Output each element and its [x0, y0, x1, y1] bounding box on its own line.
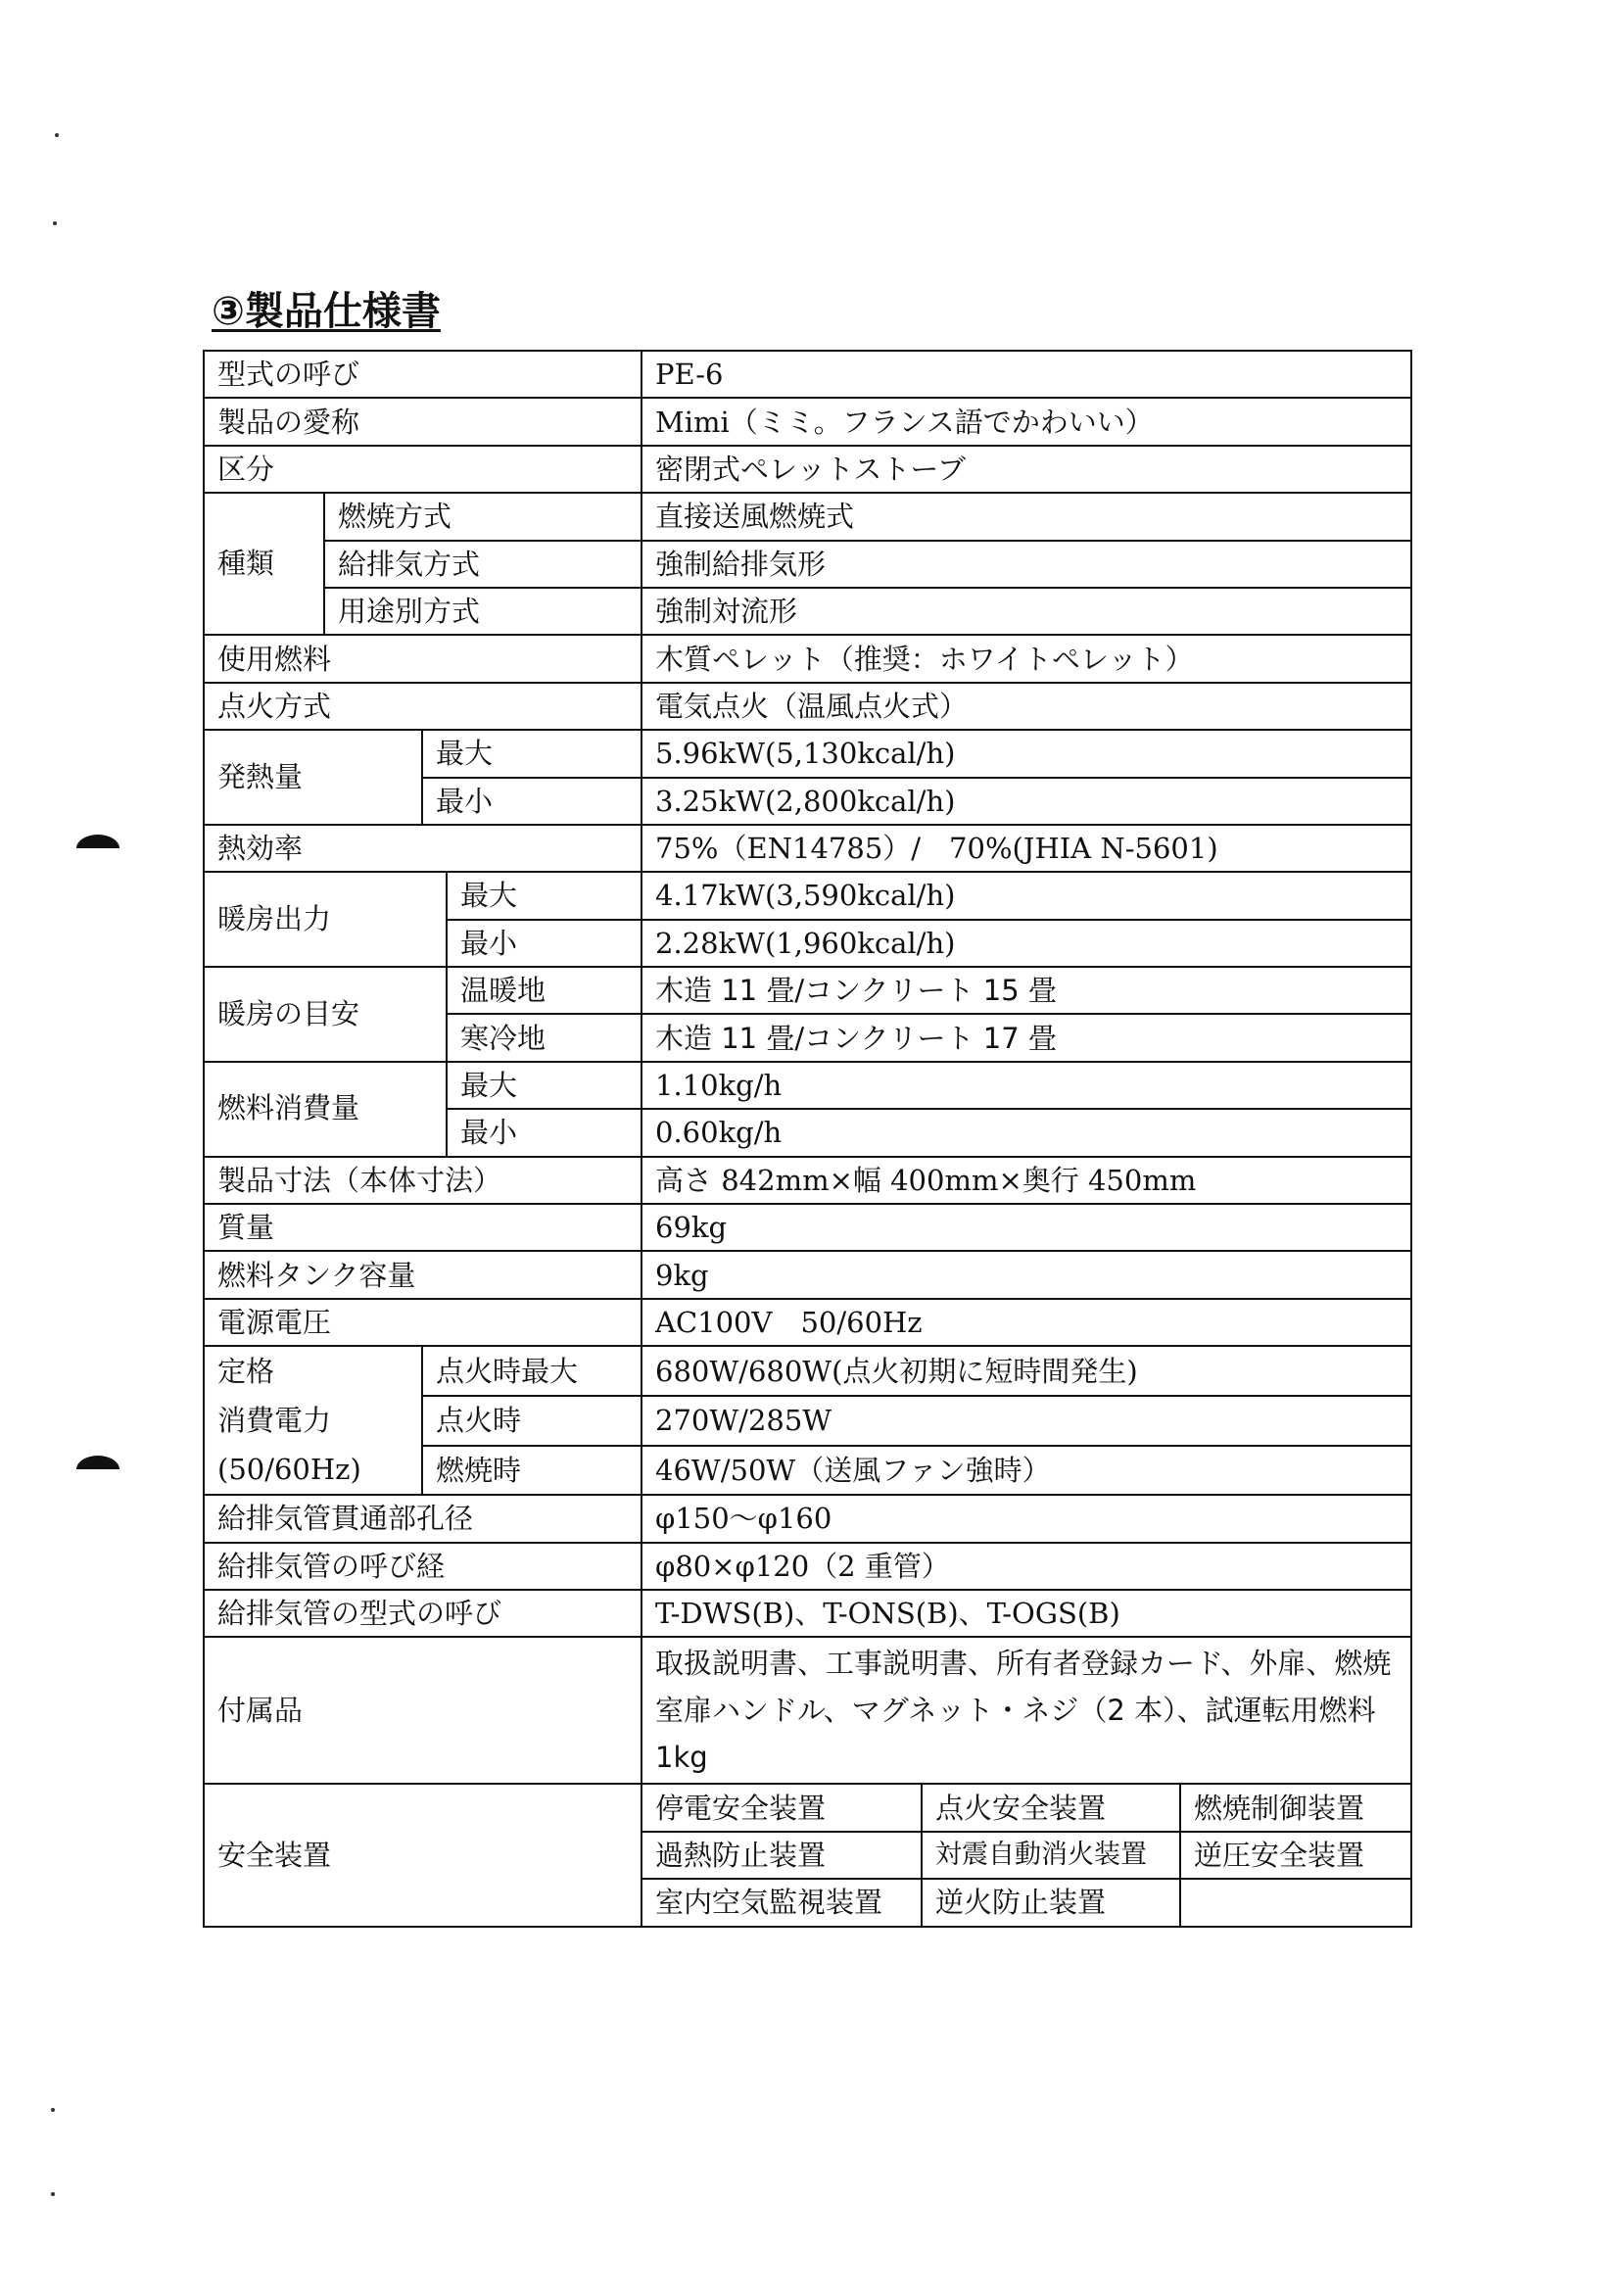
- type-usage-label: 用途別方式: [324, 588, 642, 635]
- row-type-combustion: [204, 493, 1411, 540]
- safety-device: 逆圧安全装置: [1180, 1832, 1411, 1879]
- row-weight: [204, 1204, 1411, 1251]
- document-title: ③製品仕様書: [212, 289, 441, 334]
- scan-speck: [51, 2108, 55, 2112]
- heat-output-label: 発熱量: [204, 730, 422, 825]
- heat-output-min-label: 最小: [422, 778, 642, 825]
- heating-guide-warm-value: 木造 11 畳/コンクリート 15 畳: [642, 967, 1411, 1014]
- binder-hole-mark: [76, 835, 119, 848]
- rated-power-ignition-value: 270W/285W: [642, 1396, 1411, 1446]
- efficiency-label: 熱効率: [204, 825, 642, 872]
- scan-speck: [51, 2192, 55, 2196]
- rated-power-burning-label: 燃焼時: [422, 1446, 642, 1496]
- row-heating-output-max: [204, 872, 1411, 919]
- heating-output-min-label: 最小: [447, 920, 642, 967]
- heat-output-max-value: 5.96kW(5,130kcal/h): [642, 730, 1411, 777]
- tank-label: 燃料タンク容量: [204, 1251, 642, 1298]
- type-combustion-value: 直接送風燃焼式: [642, 493, 1411, 540]
- safety-device: 停電安全装置: [642, 1784, 922, 1831]
- tank-value: 9kg: [642, 1251, 1411, 1298]
- row-rated-power-peak: [204, 1346, 1411, 1396]
- category-value: 密閉式ペレットストーブ: [642, 446, 1411, 493]
- power-supply-label: 電源電圧: [204, 1299, 642, 1346]
- heating-output-max-label: 最大: [447, 872, 642, 919]
- safety-device-empty: [1180, 1879, 1411, 1926]
- accessories-value: 取扱説明書、工事説明書、所有者登録カード、外扉、燃焼室扉ハンドル、マグネット・ネジ（2 本）、試運転用燃料 1kg: [642, 1637, 1411, 1784]
- scan-speck: [55, 133, 59, 137]
- model-name-value: PE-6: [642, 351, 1411, 398]
- row-heat-output-max: [204, 730, 1411, 777]
- row-category: [204, 446, 1411, 493]
- safety-device: 過熱防止装置: [642, 1832, 922, 1879]
- type-combustion-label: 燃焼方式: [324, 493, 642, 540]
- row-pipe-model: [204, 1590, 1411, 1637]
- accessories-label: 付属品: [204, 1637, 642, 1784]
- weight-value: 69kg: [642, 1204, 1411, 1251]
- pipe-diameter-label: 給排気管の呼び経: [204, 1543, 642, 1590]
- row-wall-hole: [204, 1495, 1411, 1542]
- row-ignition: [204, 683, 1411, 730]
- wall-hole-label: 給排気管貫通部孔径: [204, 1495, 642, 1542]
- row-type-exhaust: [204, 541, 1411, 588]
- fuel-consumption-max-value: 1.10kg/h: [642, 1062, 1411, 1109]
- heat-output-max-label: 最大: [422, 730, 642, 777]
- binder-hole-mark: [76, 1456, 119, 1469]
- rated-power-ignition-label: 点火時: [422, 1396, 642, 1446]
- rated-power-label-line-2: 消費電力: [217, 1404, 332, 1438]
- row-power-supply: [204, 1299, 1411, 1346]
- row-heating-guide-warm: [204, 967, 1411, 1014]
- safety-device: 対震自動消火装置: [922, 1832, 1180, 1879]
- heating-output-max-value: 4.17kW(3,590kcal/h): [642, 872, 1411, 919]
- rated-power-peak-value: 680W/680W(点火初期に短時間発生): [642, 1346, 1411, 1396]
- power-supply-value: AC100V 50/60Hz: [642, 1299, 1411, 1346]
- heating-guide-label: 暖房の目安: [204, 967, 447, 1062]
- type-exhaust-label: 給排気方式: [324, 541, 642, 588]
- row-dimensions: [204, 1157, 1411, 1204]
- row-fuel-consumption-max: [204, 1062, 1411, 1109]
- fuel-consumption-min-label: 最小: [447, 1109, 642, 1156]
- weight-label: 質量: [204, 1204, 642, 1251]
- wall-hole-value: φ150～φ160: [642, 1495, 1411, 1542]
- pipe-diameter-value: φ80×φ120（2 重管）: [642, 1543, 1411, 1590]
- row-safety-1: [204, 1784, 1411, 1831]
- row-nickname: [204, 398, 1411, 445]
- fuel-consumption-max-label: 最大: [447, 1062, 642, 1109]
- row-pipe-diameter: [204, 1543, 1411, 1590]
- spec-table: [203, 350, 1412, 1928]
- ignition-label: 点火方式: [204, 683, 642, 730]
- safety-label: 安全装置: [204, 1784, 642, 1926]
- safety-device: 点火安全装置: [922, 1784, 1180, 1831]
- pipe-model-value: T-DWS(B)、T-ONS(B)、T-OGS(B): [642, 1590, 1411, 1637]
- rated-power-label-line-3: (50/60Hz): [217, 1453, 361, 1487]
- rated-power-peak-label: 点火時最大: [422, 1346, 642, 1396]
- rated-power-burning-value: 46W/50W（送風ファン強時）: [642, 1446, 1411, 1496]
- efficiency-value: 75%（EN14785）/ 70%(JHIA N-5601): [642, 825, 1411, 872]
- type-label: 種類: [204, 493, 324, 635]
- fuel-value: 木質ペレット（推奨：ホワイトペレット）: [642, 635, 1411, 682]
- row-tank: [204, 1251, 1411, 1298]
- category-label: 区分: [204, 446, 642, 493]
- pipe-model-label: 給排気管の型式の呼び: [204, 1590, 642, 1637]
- type-exhaust-value: 強制給排気形: [642, 541, 1411, 588]
- scan-speck: [53, 221, 57, 225]
- model-name-label: 型式の呼び: [204, 351, 642, 398]
- type-usage-value: 強制対流形: [642, 588, 1411, 635]
- rated-power-label: [204, 1346, 422, 1495]
- heating-output-min-value: 2.28kW(1,960kcal/h): [642, 920, 1411, 967]
- safety-device: 逆火防止装置: [922, 1879, 1180, 1926]
- ignition-value: 電気点火（温風点火式）: [642, 683, 1411, 730]
- fuel-consumption-min-value: 0.60kg/h: [642, 1109, 1411, 1156]
- rated-power-label-line-1: 定格: [217, 1355, 275, 1389]
- row-type-usage: [204, 588, 1411, 635]
- fuel-consumption-label: 燃料消費量: [204, 1062, 447, 1157]
- heating-guide-cold-label: 寒冷地: [447, 1014, 642, 1061]
- fuel-label: 使用燃料: [204, 635, 642, 682]
- dimensions-label: 製品寸法（本体寸法）: [204, 1157, 642, 1204]
- heat-output-min-value: 3.25kW(2,800kcal/h): [642, 778, 1411, 825]
- heating-output-label: 暖房出力: [204, 872, 447, 967]
- dimensions-value: 高さ 842mm×幅 400mm×奥行 450mm: [642, 1157, 1411, 1204]
- row-model-name: [204, 351, 1411, 398]
- safety-device: 燃焼制御装置: [1180, 1784, 1411, 1831]
- row-fuel: [204, 635, 1411, 682]
- heating-guide-warm-label: 温暖地: [447, 967, 642, 1014]
- row-efficiency: [204, 825, 1411, 872]
- nickname-label: 製品の愛称: [204, 398, 642, 445]
- safety-device: 室内空気監視装置: [642, 1879, 922, 1926]
- row-accessories: [204, 1637, 1411, 1784]
- nickname-value: Mimi（ミミ。フランス語でかわいい）: [642, 398, 1411, 445]
- heating-guide-cold-value: 木造 11 畳/コンクリート 17 畳: [642, 1014, 1411, 1061]
